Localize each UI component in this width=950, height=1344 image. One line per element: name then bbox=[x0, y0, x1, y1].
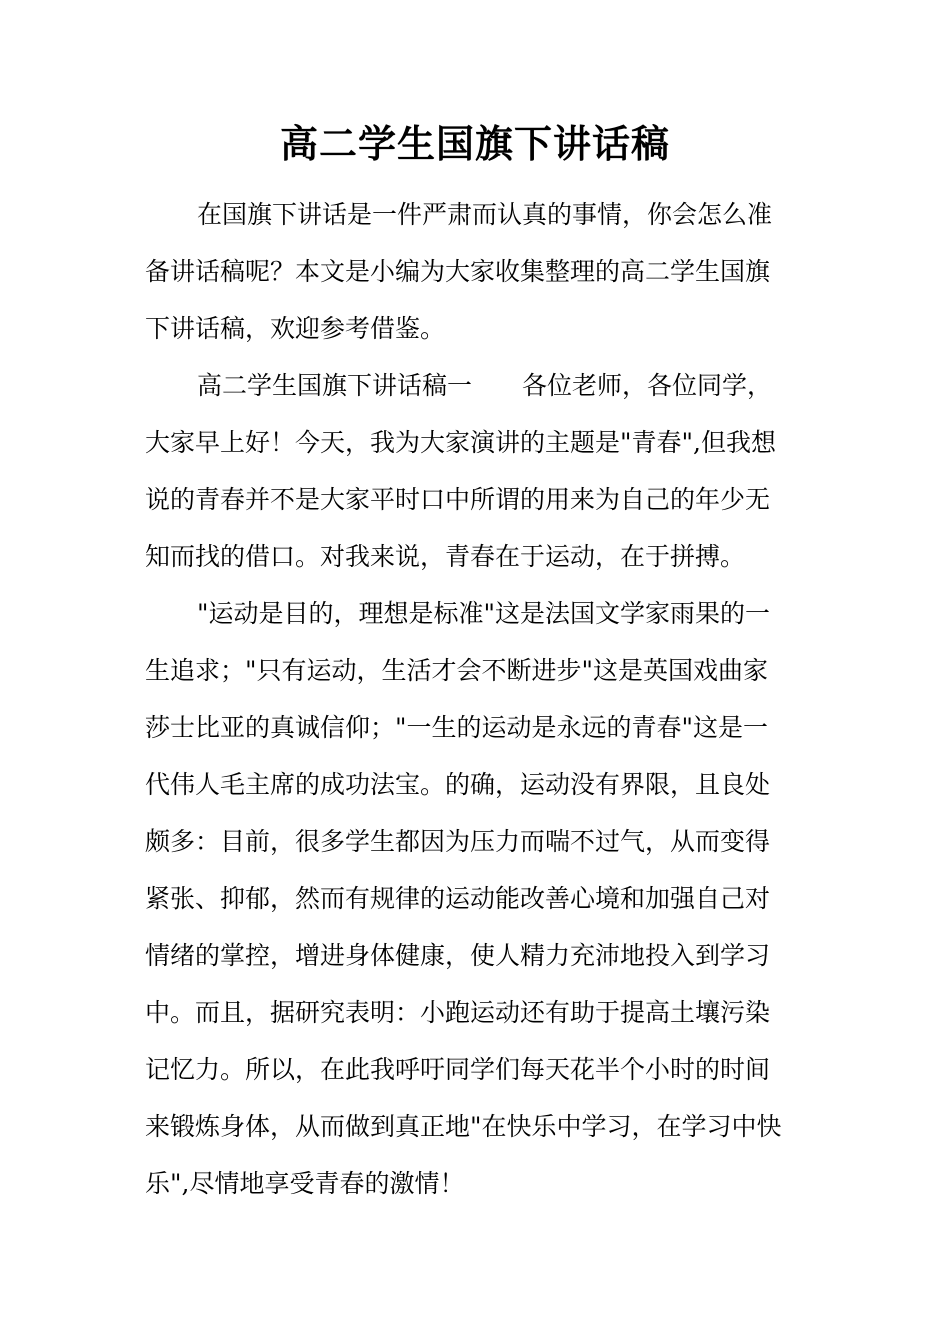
text-line: 在国旗下讲话是一件严肃而认真的事情，你会怎么准 bbox=[197, 200, 773, 229]
text-line: 下讲话稿，欢迎参考借鉴。 bbox=[145, 314, 446, 343]
document-body bbox=[145, 186, 810, 1212]
text-line: 知而找的借口。对我来说，青春在于运动，在于拼搏。 bbox=[145, 542, 746, 571]
paragraph-speech-opening bbox=[145, 357, 810, 585]
text-line: 高二学生国旗下讲话稿一 各位老师，各位同学， bbox=[197, 371, 773, 400]
text-line: 乐",尽情地享受青春的激情！ bbox=[145, 1169, 465, 1198]
paragraph-speech-body bbox=[145, 585, 810, 1212]
text-line: 备讲话稿呢？本文是小编为大家收集整理的高二学生国旗 bbox=[145, 257, 771, 286]
text-line: 颇多：目前，很多学生都因为压力而喘不过气，从而变得 bbox=[145, 827, 771, 856]
text-line: "运动是目的，理想是标准"这是法国文学家雨果的一 bbox=[197, 599, 771, 628]
text-line: 来锻炼身体，从而做到真正地"在快乐中学习，在学习中快 bbox=[145, 1112, 782, 1141]
document-title: 高二学生国旗下讲话稿 bbox=[279, 121, 670, 166]
paragraph-intro bbox=[145, 186, 810, 357]
text-line: 莎士比亚的真诚信仰；"一生的运动是永远的青春"这是一 bbox=[145, 713, 769, 742]
text-line: 紧张、抑郁，然而有规律的运动能改善心境和加强自己对 bbox=[145, 884, 771, 913]
text-line: 情绪的掌控，增进身体健康，使人精力充沛地投入到学习 bbox=[145, 941, 771, 970]
text-line: 说的青春并不是大家平时口中所谓的用来为自己的年少无 bbox=[145, 485, 771, 514]
text-line: 中。而且，据研究表明：小跑运动还有助于提高土壤污染 bbox=[145, 998, 771, 1027]
text-line: 记忆力。所以，在此我呼吁同学们每天花半个小时的时间 bbox=[145, 1055, 771, 1084]
text-line: 生追求；"只有运动，生活才会不断进步"这是英国戏曲家 bbox=[145, 656, 769, 685]
text-line: 大家早上好！今天，我为大家演讲的主题是"青春",但我想 bbox=[145, 428, 776, 457]
text-line: 代伟人毛主席的成功法宝。的确，运动没有界限，且良处 bbox=[145, 770, 771, 799]
